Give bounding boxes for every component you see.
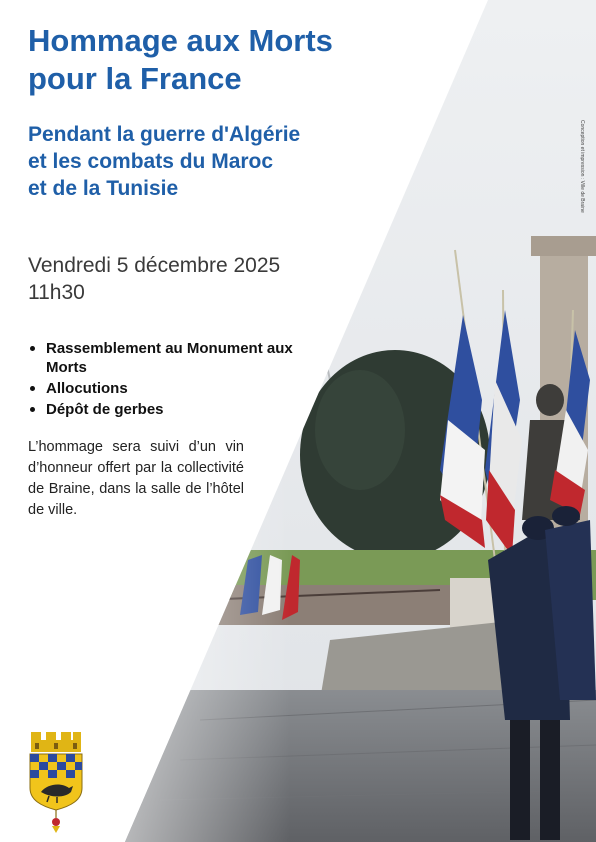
title-line-2: pour la France [28, 61, 242, 96]
program-item: Rassemblement au Monument aux Morts [28, 339, 298, 377]
print-credit: Conception et impression : Ville de Braine [579, 120, 585, 213]
page-subtitle [28, 121, 408, 202]
braine-coat-of-arms-icon [27, 730, 85, 834]
event-datetime [28, 252, 280, 306]
program-item: Allocutions [28, 379, 298, 398]
program-list [28, 339, 298, 421]
subtitle-line-1: Pendant la guerre d'Algérie [28, 123, 301, 146]
event-time: 11h30 [28, 281, 85, 304]
subtitle-line-2: et les combats du Maroc [28, 150, 274, 173]
title-line-1: Hommage aux Morts [28, 23, 333, 58]
page-title [28, 22, 448, 98]
program-item: Dépôt de gerbes [28, 400, 298, 419]
subtitle-line-3: et de la Tunisie [28, 177, 179, 200]
event-date: Vendredi 5 décembre 2025 [28, 254, 281, 277]
reception-note: L’hommage sera suivi d’un vin d’honneur offert par la collectivité de Braine, dans la salle de l’hôtel de ville. [28, 439, 244, 518]
